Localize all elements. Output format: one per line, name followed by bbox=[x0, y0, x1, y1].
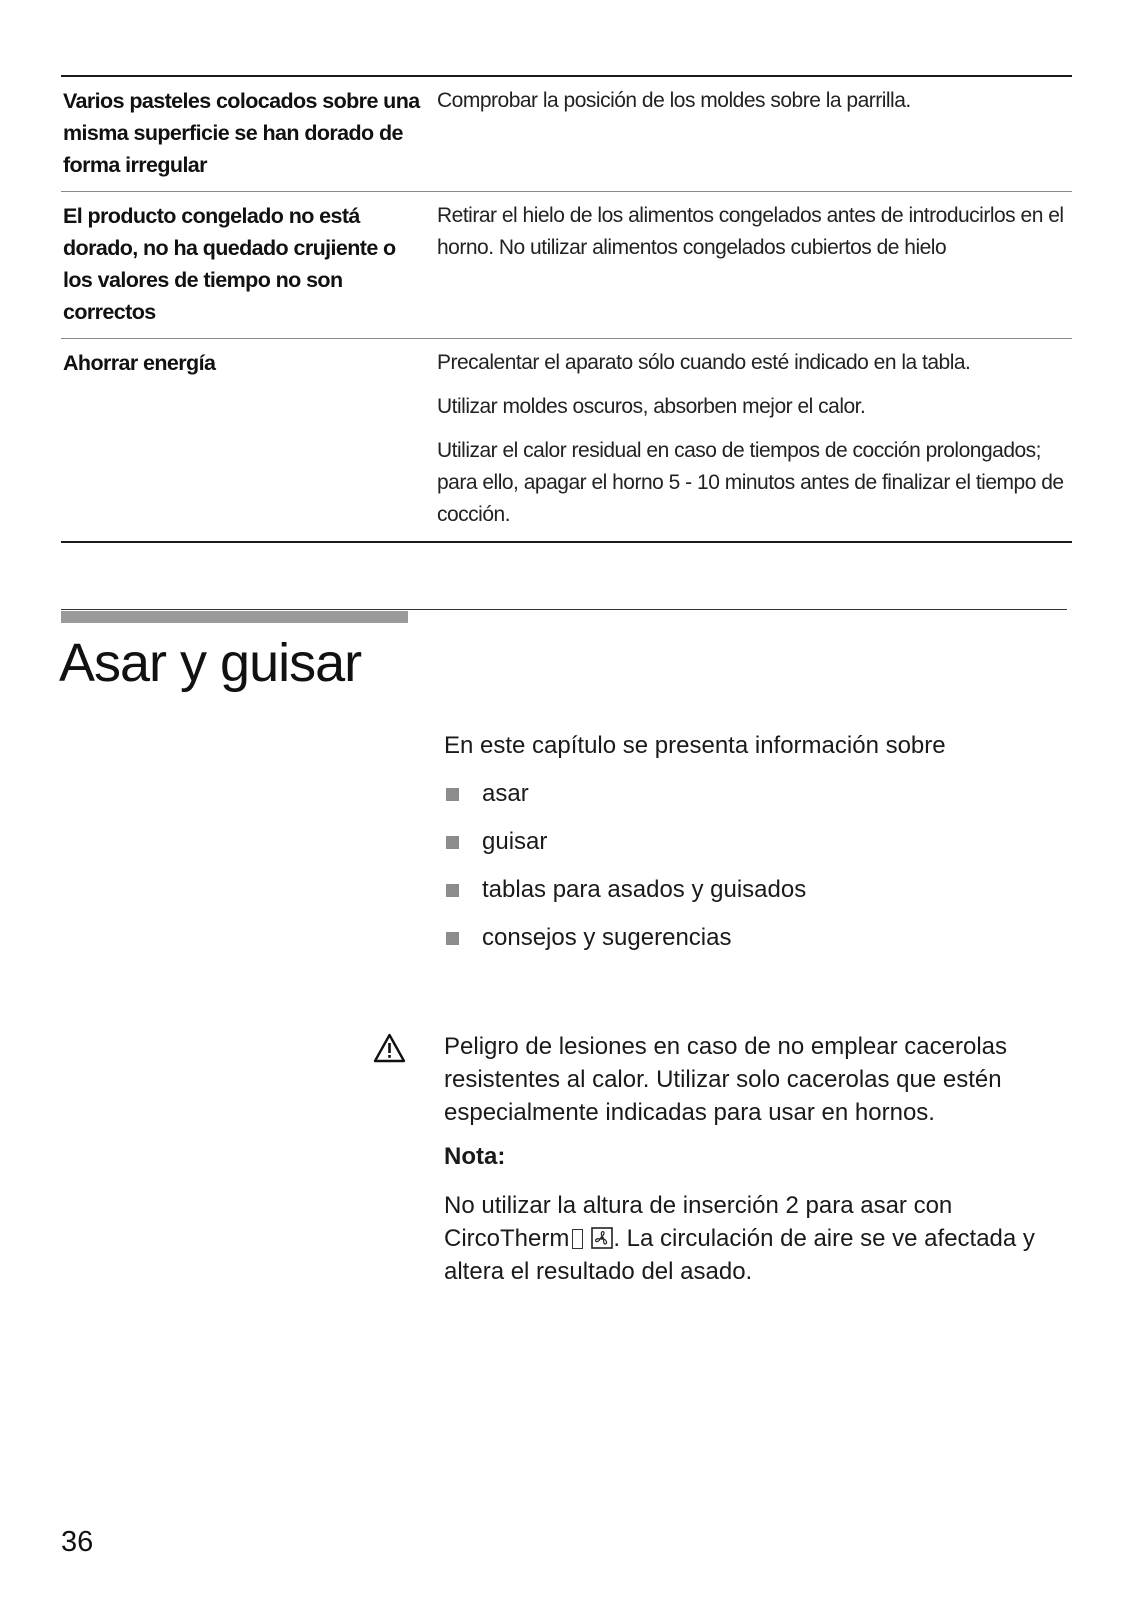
topic-label: guisar bbox=[482, 828, 548, 855]
missing-glyph-icon bbox=[572, 1229, 583, 1249]
list-item bbox=[444, 874, 1074, 906]
topic-label: tablas para asados y guisados bbox=[482, 876, 807, 903]
problem-cell: Varios pasteles colocados sobre una misma superficie se han dorado de forma irregular bbox=[63, 89, 420, 177]
note-text-after: . La circulación de aire se ve afectada y altera el resultado del asado. bbox=[444, 1225, 1035, 1285]
section-divider bbox=[61, 609, 1067, 610]
note-label: Nota: bbox=[444, 1143, 506, 1170]
square-bullet-icon bbox=[446, 884, 459, 897]
problem-cell: Ahorrar energía bbox=[63, 351, 216, 375]
solution-cell bbox=[437, 200, 1072, 328]
troubleshooting-table bbox=[61, 75, 1072, 543]
table-row bbox=[61, 339, 1072, 541]
square-bullet-icon bbox=[446, 932, 459, 945]
topic-list bbox=[444, 778, 1074, 954]
section-accent-bar bbox=[61, 611, 408, 623]
solution-text: Comprobar la posición de los moldes sobre la parrilla. bbox=[437, 89, 911, 112]
table-row bbox=[61, 192, 1072, 339]
topic-label: asar bbox=[482, 780, 529, 807]
solution-text: Utilizar el calor residual en caso de tiempos de cocción prolongados; para ello, apagar el horno 5 - 10 minutos antes de finalizar el tiempo de cocción. bbox=[437, 439, 1064, 526]
solution-cell bbox=[437, 85, 1072, 181]
square-bullet-icon bbox=[446, 836, 459, 849]
list-item bbox=[444, 778, 1074, 810]
square-bullet-icon bbox=[446, 788, 459, 801]
topic-label: consejos y sugerencias bbox=[482, 924, 732, 951]
table-row bbox=[61, 77, 1072, 192]
circotherm-fan-icon bbox=[591, 1227, 613, 1249]
solution-text: Precalentar el aparato sólo cuando esté indicado en la tabla. bbox=[437, 351, 971, 374]
chapter-intro bbox=[444, 730, 1074, 970]
note-text bbox=[444, 1189, 1054, 1288]
page-number: 36 bbox=[61, 1526, 94, 1558]
note-text-before: No utilizar la altura de inserción 2 para asar con CircoTherm bbox=[444, 1192, 953, 1252]
warning-triangle-icon bbox=[373, 1033, 406, 1063]
problem-cell: El producto congelado no está dorado, no ha quedado crujiente o los valores de tiempo no son correctos bbox=[63, 204, 396, 324]
solution-cell bbox=[437, 347, 1072, 531]
solution-text: Utilizar moldes oscuros, absorben mejor el calor. bbox=[437, 395, 866, 418]
list-item bbox=[444, 826, 1074, 858]
solution-text: Retirar el hielo de los alimentos congelados antes de introducirlos en el horno. No utilizar alimentos congelados cubiertos de hielo bbox=[437, 204, 1064, 259]
section-title: Asar y guisar bbox=[59, 633, 362, 693]
intro-text: En este capítulo se presenta información sobre bbox=[444, 732, 946, 759]
warning-text: Peligro de lesiones en caso de no emplear cacerolas resistentes al calor. Utilizar solo cacerolas que estén especialmente indicadas para usar en hornos. bbox=[444, 1033, 1008, 1126]
list-item bbox=[444, 922, 1074, 954]
